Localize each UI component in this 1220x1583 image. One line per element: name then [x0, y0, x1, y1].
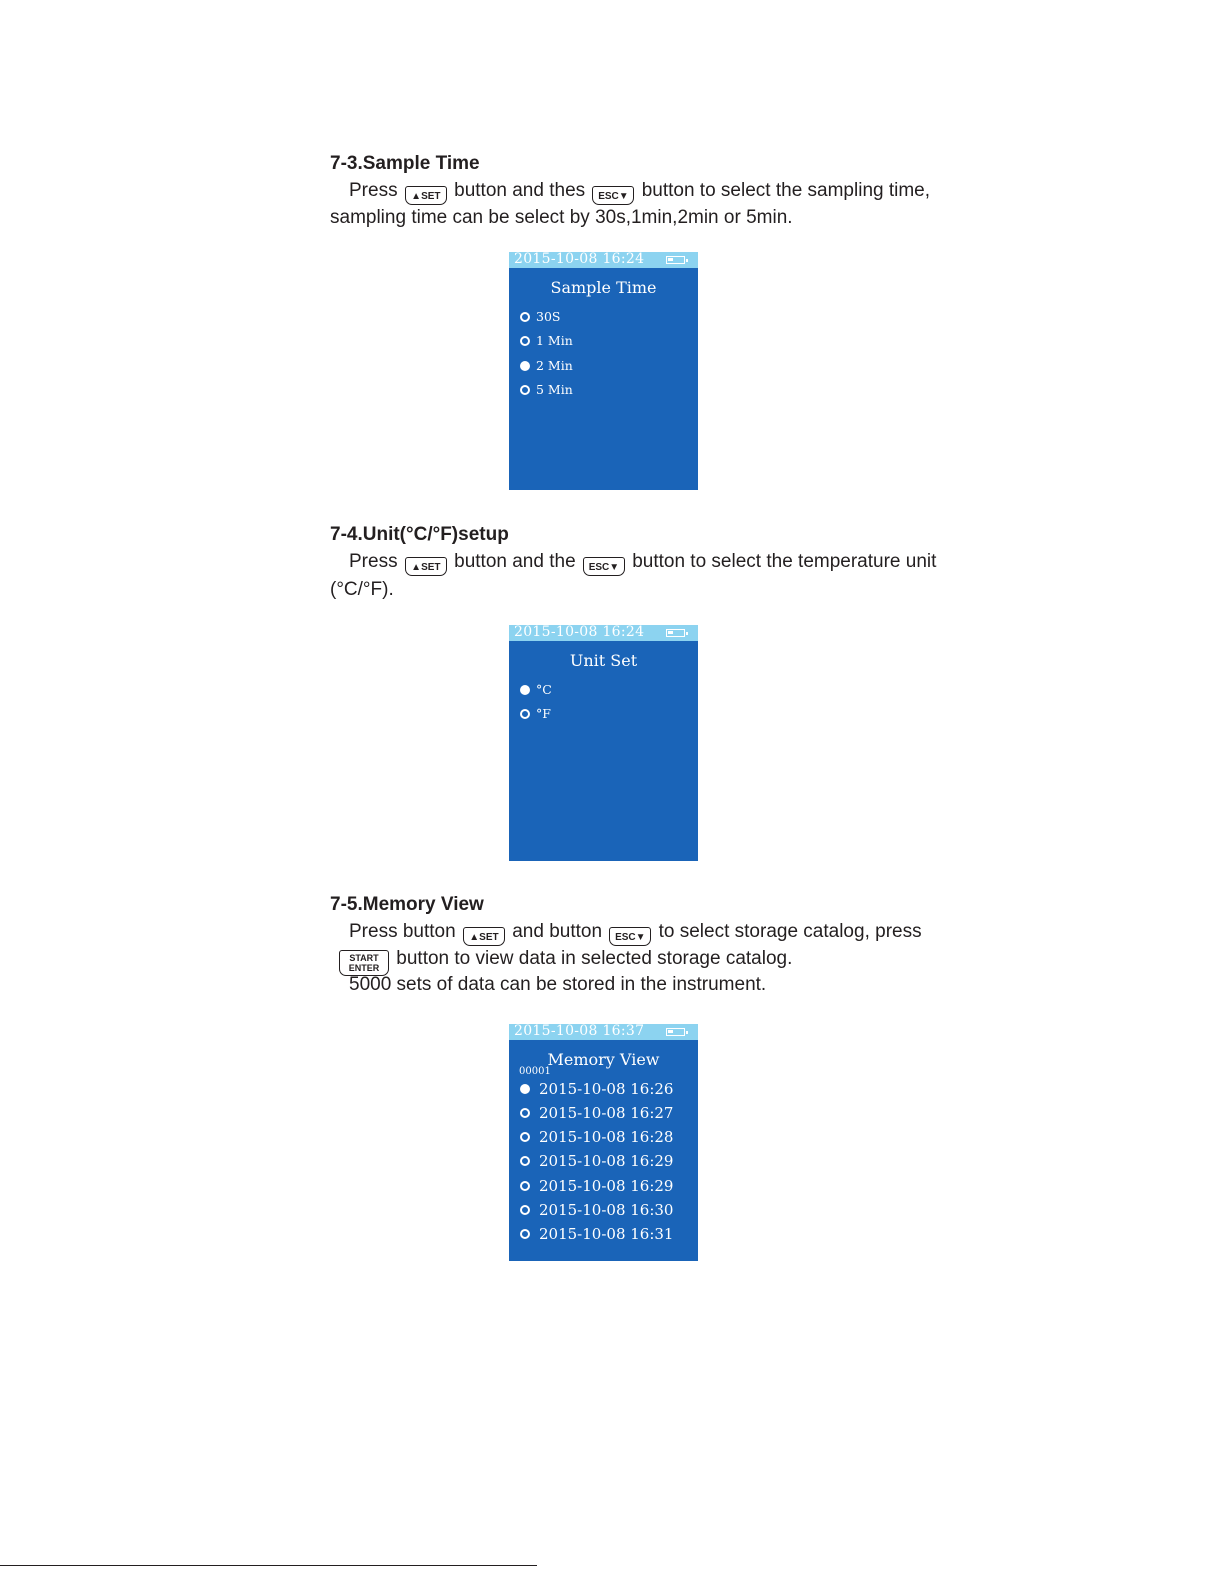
esc-key-icon: ESC▼ [592, 186, 634, 205]
radio-icon [520, 1156, 530, 1166]
unit-line2: (°C/°F). [330, 579, 394, 600]
section-heading-memory: 7-5.Memory View [330, 894, 484, 915]
option-label: 5 Min [536, 382, 573, 397]
sample-time-screen [509, 252, 698, 490]
option-item [520, 358, 573, 374]
record-label: 2015-10-08 16:26 [539, 1080, 674, 1098]
text: and button [512, 921, 603, 942]
radio-icon [520, 312, 530, 322]
status-bar [509, 625, 698, 641]
footer-rule [0, 1565, 537, 1566]
memory-line3: 5000 sets of data can be stored in the instrument. [349, 974, 767, 995]
record-label: 2015-10-08 16:30 [539, 1201, 674, 1219]
radio-icon [520, 1132, 530, 1142]
datetime: 2015-10-08 16:24 [514, 625, 645, 640]
record-item [520, 1178, 673, 1194]
radio-selected-icon [520, 1084, 530, 1094]
section-heading-sample-time: 7-3.Sample Time [330, 153, 480, 174]
screen-title: Memory View [547, 1050, 660, 1069]
memory-screen [509, 1024, 698, 1261]
option-label: °C [536, 682, 552, 697]
radio-icon [520, 1205, 530, 1215]
option-item [520, 382, 573, 398]
battery-icon [666, 1028, 685, 1036]
screen-title: Sample Time [550, 278, 657, 297]
memory-line1 [349, 918, 922, 946]
text: button and thes [454, 180, 586, 201]
record-item [520, 1129, 673, 1145]
record-item [520, 1226, 673, 1242]
record-label: 2015-10-08 16:31 [539, 1225, 674, 1243]
option-label: °F [536, 706, 551, 721]
record-number: 00001 [519, 1066, 551, 1077]
text: button to select the sampling time, [641, 180, 931, 201]
key-label: START [349, 953, 379, 963]
battery-icon [666, 629, 685, 637]
set-key-icon: ▲SET [405, 557, 447, 576]
text: button and the [454, 551, 576, 572]
record-label: 2015-10-08 16:28 [539, 1128, 674, 1146]
sample-time-line1 [349, 177, 930, 205]
text: Press [349, 551, 398, 572]
record-label: 2015-10-08 16:27 [539, 1104, 674, 1122]
option-item [520, 309, 560, 325]
section-heading-unit: 7-4.Unit(°C/°F)setup [330, 524, 509, 545]
radio-icon [520, 1108, 530, 1118]
battery-icon [666, 256, 685, 264]
radio-icon [520, 709, 530, 719]
option-item [520, 706, 551, 722]
record-label: 2015-10-08 16:29 [539, 1152, 674, 1170]
option-item [520, 333, 573, 349]
set-key-icon: ▲SET [405, 186, 447, 205]
record-item [520, 1081, 673, 1097]
datetime: 2015-10-08 16:24 [514, 252, 645, 267]
record-item [520, 1202, 673, 1218]
radio-icon [520, 385, 530, 395]
text: to select storage catalog, press [658, 921, 922, 942]
text: Press [349, 180, 398, 201]
option-item [520, 682, 552, 698]
key-label: ENTER [348, 963, 380, 973]
option-label: 2 Min [536, 358, 573, 373]
option-label: 30S [536, 309, 561, 324]
text: Press button [349, 921, 456, 942]
text: button to view data in selected storage catalog. [396, 948, 793, 969]
radio-selected-icon [520, 685, 530, 695]
radio-selected-icon [520, 361, 530, 371]
radio-icon [520, 1229, 530, 1239]
text: button to select the temperature unit [632, 551, 937, 572]
record-item [520, 1153, 673, 1169]
record-item [520, 1105, 673, 1121]
status-bar [509, 1024, 698, 1040]
option-label: 1 Min [536, 333, 573, 348]
esc-key-icon: ESC▼ [609, 927, 651, 946]
sample-time-line2: sampling time can be select by 30s,1min,2min or 5min. [330, 207, 793, 228]
record-label: 2015-10-08 16:29 [539, 1177, 674, 1195]
datetime: 2015-10-08 16:37 [514, 1024, 645, 1039]
esc-key-icon: ESC▼ [583, 557, 625, 576]
radio-icon [520, 1181, 530, 1191]
unit-screen [509, 625, 698, 861]
unit-line1 [349, 548, 936, 576]
status-bar [509, 252, 698, 268]
screen-title: Unit Set [569, 651, 638, 670]
set-key-icon: ▲SET [463, 927, 505, 946]
radio-icon [520, 336, 530, 346]
